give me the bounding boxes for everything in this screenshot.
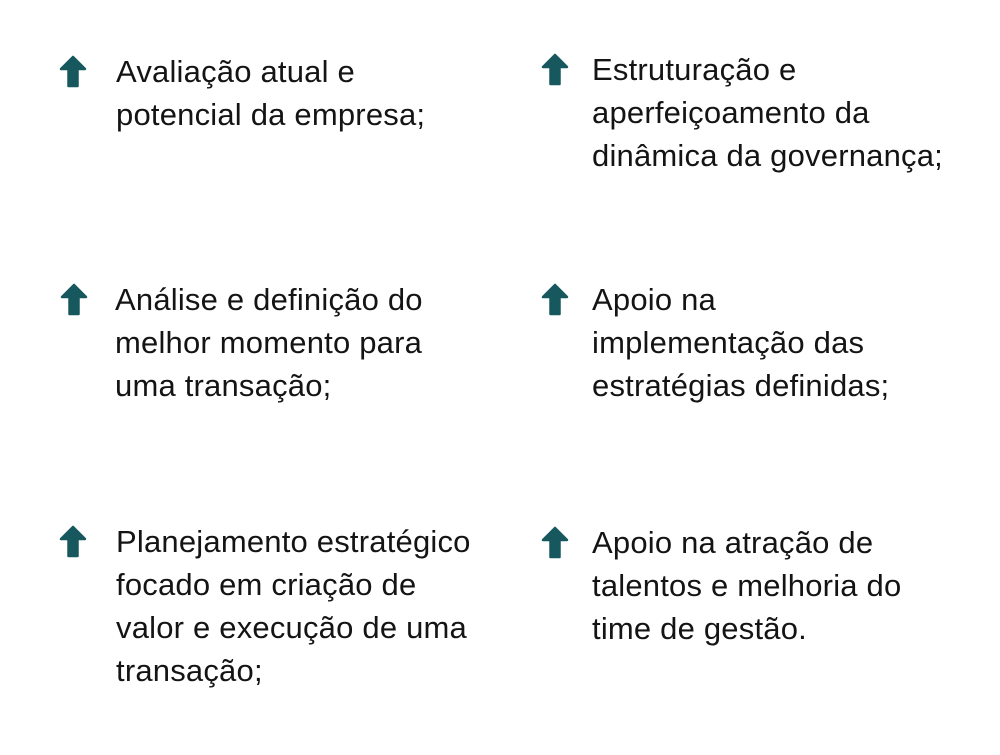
bullet-line: focado em criação de: [116, 567, 417, 602]
bullet-text: [115, 278, 423, 407]
up-arrow-icon: [541, 283, 569, 316]
bullet-item-timing: [60, 278, 423, 407]
bullet-text: [592, 521, 901, 650]
bullet-line: Avaliação atual e: [116, 54, 355, 89]
bullet-line: dinâmica da governança;: [592, 138, 943, 173]
up-arrow-icon: [60, 283, 88, 316]
bullet-item-valuation: [59, 50, 425, 136]
bullet-line: implementação das: [592, 325, 865, 360]
bullet-line: uma transação;: [115, 368, 332, 403]
bullet-text: [592, 48, 943, 177]
bullet-text: [116, 520, 471, 692]
bullet-text: [116, 50, 425, 136]
bullet-line: Análise e definição do: [115, 282, 423, 317]
up-arrow-icon: [541, 53, 569, 86]
bullet-line: transação;: [116, 653, 263, 688]
bullet-item-governance: [541, 48, 943, 177]
bullet-line: Estruturação e: [592, 52, 797, 87]
up-arrow-icon: [541, 526, 569, 559]
bullet-item-talent: [541, 521, 901, 650]
bullet-line: Apoio na: [592, 282, 716, 317]
up-arrow-icon: [59, 55, 87, 88]
bullet-line: potencial da empresa;: [116, 97, 426, 132]
bullet-line: time de gestão.: [592, 611, 807, 646]
bullet-line: melhor momento para: [115, 325, 423, 360]
bullet-item-strategic-planning: [59, 520, 471, 692]
bullet-line: Planejamento estratégico: [116, 524, 471, 559]
bullet-text: [592, 278, 889, 407]
bullet-line: valor e execução de uma: [116, 610, 467, 645]
bullet-item-implementation: [541, 278, 889, 407]
bullet-line: aperfeiçoamento da: [592, 95, 870, 130]
up-arrow-icon: [59, 525, 87, 558]
bullet-line: estratégias definidas;: [592, 368, 890, 403]
bullet-line: talentos e melhoria do: [592, 568, 902, 603]
bullet-line: Apoio na atração de: [592, 525, 874, 560]
